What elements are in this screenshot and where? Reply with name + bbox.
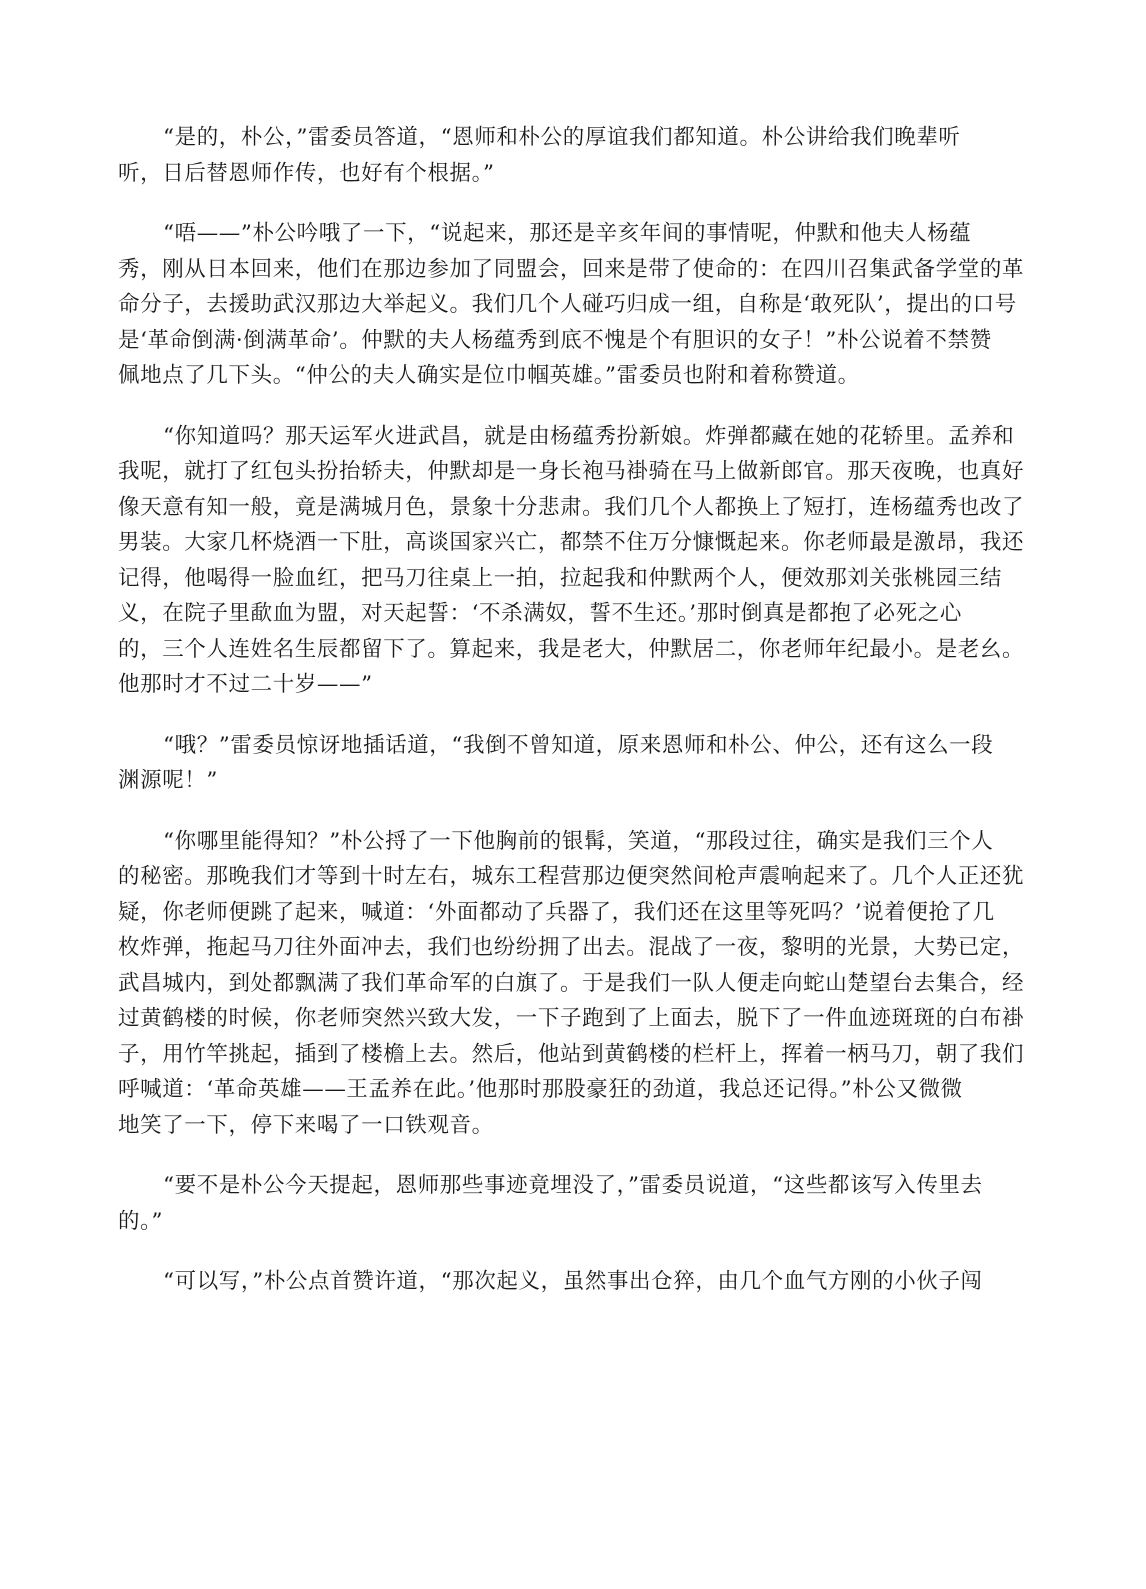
paragraph xyxy=(118,419,1030,703)
paragraph xyxy=(118,728,1030,799)
text-line: “唔——”朴公吟哦了一下，“说起来，那还是辛亥年间的事情呢，仲默和他夫人杨蕴 xyxy=(163,221,972,246)
text-line: “你知道吗？那天运军火进武昌，就是由杨蕴秀扮新娘。炸弹都藏在她的花轿里。孟养和 xyxy=(163,423,1015,449)
text-line: 的。” xyxy=(118,1208,164,1234)
text-line: 渊源呢！” xyxy=(118,768,218,793)
text-line: 的，三个人连姓名生辰都留下了。算起来，我是老大，仲默居二，你老师年纪最小。是老幺。 xyxy=(118,636,1025,662)
text-line: 疑，你老师便跳了起来，喊道：‘外面都动了兵器了，我们还在这里等死吗？’说着便抢了几 xyxy=(118,899,995,925)
text-line: 呼喊道：‘革命英雄——王孟养在此。’他那时那股豪狂的劲道，我总还记得。”朴公又微微 xyxy=(118,1077,963,1102)
paragraph xyxy=(118,824,1030,1144)
text-line: “要不是朴公今天提起，恩师那些事迹竟埋没了，”雷委员说道，“这些都该写入传里去 xyxy=(163,1173,983,1198)
text-line: 我呢，就打了红包头扮抬轿夫，仲默却是一身长袍马褂骑在马上做新郎官。那天夜晚，也真好 xyxy=(118,459,1025,484)
paragraph xyxy=(118,216,1030,394)
text-line: 佩地点了几下头。“仲公的夫人确实是位巾帼英雄。”雷委员也附和着称赞道。 xyxy=(118,363,860,388)
text-line: “是的，朴公，”雷委员答道，“恩师和朴公的厚谊我们都知道。朴公讲给我们晚辈听 xyxy=(163,125,961,150)
text-line: 义，在院子里歃血为盟，对天起誓：‘不杀满奴，誓不生还。’那时倒真是都抱了必死之心 xyxy=(118,601,962,626)
text-line: 过黄鹤楼的时候，你老师突然兴致大发，一下子跑到了上面去，脱下了一件血迹斑斑的白布褂 xyxy=(118,1006,1025,1031)
paragraph xyxy=(118,1264,1030,1300)
document-page xyxy=(118,120,1030,1325)
text-line: 子，用竹竿挑起，插到了楼檐上去。然后，他站到黄鹤楼的栏杆上，挥着一柄马刀，朝了我们 xyxy=(118,1041,1025,1067)
text-line: 他那时才不过二十岁——” xyxy=(118,672,373,697)
text-line: “你哪里能得知？”朴公捋了一下他胸前的银髯，笑道，“那段过往，确实是我们三个人 xyxy=(163,828,994,854)
text-line: 武昌城内，到处都飘满了我们革命军的白旗了。于是我们一队人便走向蛇山楚望台去集合，经 xyxy=(118,970,1025,996)
text-line: 命分子，去援助武汉那边大举起义。我们几个人碰巧归成一组，自称是‘敢死队’，提出的口号 xyxy=(118,292,1017,317)
text-line: 男装。大家几杯烧酒一下肚，高谈国家兴亡，都禁不住万分慷慨起来。你老师最是激昂，我还 xyxy=(118,530,1025,555)
text-line: 像天意有知一般，竟是满城月色，景象十分悲肃。我们几个人都换上了短打，连杨蕴秀也改了 xyxy=(118,494,1025,520)
text-line: 枚炸弹，拖起马刀往外面冲去，我们也纷纷拥了出去。混战了一夜，黎明的光景，大势已定， xyxy=(118,935,1025,960)
text-line: “可以写，”朴公点首赞许道，“那次起义，虽然事出仓猝，由几个血气方刚的小伙子闯 xyxy=(163,1269,983,1294)
text-line: “哦？”雷委员惊讶地插话道，“我倒不曾知道，原来恩师和朴公、仲公，还有这么一段 xyxy=(163,732,994,758)
text-line: 地笑了一下，停下来喝了一口铁观音。 xyxy=(118,1112,494,1138)
paragraph xyxy=(118,120,1030,191)
text-line: 记得，他喝得一脸血红，把马刀往桌上一拍，拉起我和仲默两个人，便效那刘关张桃园三结 xyxy=(118,565,1003,591)
text-line: 的秘密。那晚我们才等到十时左右，城东工程营那边便突然间枪声震响起来了。几个人正还犹 xyxy=(118,864,1025,889)
text-line: 是‘革命倒满·倒满革命’。仲默的夫人杨蕴秀到底不愧是个有胆识的女子！”朴公说着不禁赞 xyxy=(118,327,992,353)
text-line: 秀，刚从日本回来，他们在那边参加了同盟会，回来是带了使命的：在四川召集武备学堂的革 xyxy=(118,256,1025,282)
text-line: 听，日后替恩师作传，也好有个根据。” xyxy=(118,160,495,186)
paragraph xyxy=(118,1168,1030,1239)
